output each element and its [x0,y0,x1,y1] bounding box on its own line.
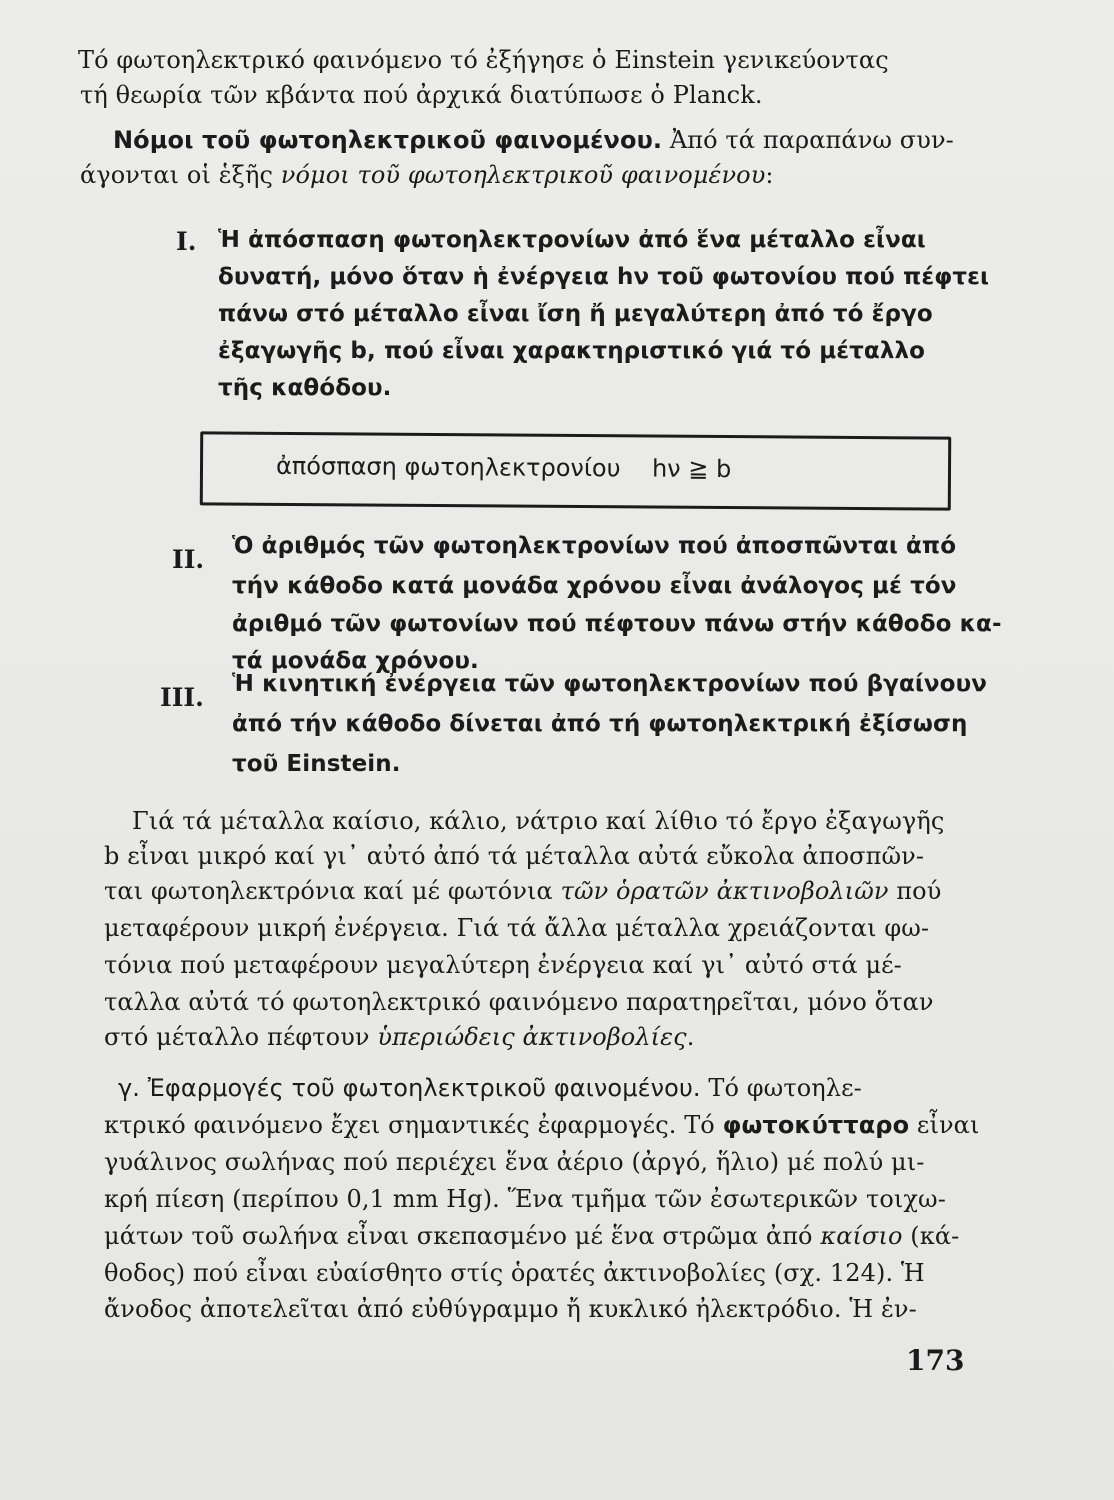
law-3-line-1: Ἡ κινητική ἐνέργεια τῶν φωτοηλεκτρονίων πού βγαίνουν [232,671,987,697]
formula-math: hν ≧ b [651,454,732,484]
laws-heading-line-1 [113,125,954,155]
applications-line-6: θοδος) πού εἶναι εὐαίσθητο στίς ὁρατές ἀκτινοβολίες (σχ. 124). Ἡ [104,1259,925,1287]
law-1-line-5: τῆς καθόδου. [218,375,392,401]
laws-heading-line2-start: άγονται οἱ ἑξῆς [80,161,274,189]
law-1-line-4: ἐξαγωγῆς b, πού εἶναι χαρακτηριστικό γιά τό μέταλλο [218,338,926,364]
laws-heading-title: Νόμοι τοῦ φωτοηλεκτρικοῦ φαινομένου. [113,126,663,154]
metals-line-7-start: στό μέταλλο πέφτουν [104,1023,370,1051]
formula-text: ἀπόσπαση φωτοηλεκτρονίου [275,451,621,483]
metals-line-2: b εἶναι μικρό καί γι᾽ αὐτό ἀπό τά μέταλλα αὐτά εὔκολα ἀποσπῶν- [104,842,925,870]
law-3-line-3: τοῦ Einstein. [232,751,401,777]
applications-line-5-end: (κά- [910,1222,960,1250]
laws-heading-line2-italic: νόμοι τοῦ φωτοηλεκτρικοῦ φαινομένου [280,161,766,189]
applications-line-5-italic: καίσιο [820,1222,903,1250]
applications-line-1-rest: Τό φωτοηλε- [708,1074,862,1102]
metals-line-7-italic: ὑπεριώδεις ἀκτινοβολίες [377,1023,687,1051]
applications-line-1 [118,1073,862,1103]
applications-line-5-start: μάτων τοῦ σωλήνα εἶναι σκεπασμένο μέ ἕνα στρῶμα ἀπό [104,1222,813,1250]
metals-line-7-end: . [686,1023,695,1051]
laws-heading-line-2 [80,160,774,190]
law-1-number: I. [176,227,197,256]
applications-line-4: κρή πίεση (περίπου 0,1 mm Hg). Ἕνα τμῆμα τῶν ἐσωτερικῶν τοιχω- [104,1185,946,1213]
formula-box [200,431,951,510]
law-2-line-2: τήν κάθοδο κατά μονάδα χρόνου εἶναι ἀνάλογος μέ τόν [232,573,957,599]
law-2-line-4: τά μονάδα χρόνου. [232,648,479,674]
law-1-line-1: Ἡ ἀπόσπαση φωτοηλεκτρονίων ἀπό ἕνα μέταλλο εἶναι [218,227,926,253]
applications-line-2-bold: φωτοκύτταρο [722,1111,910,1139]
metals-line-4: μεταφέρουν μικρή ἐνέργεια. Γιά τά ἄλλα μέταλλα χρειάζονται φω- [104,914,930,942]
applications-line-2 [104,1110,979,1140]
metals-line-6: ταλλα αὐτά τό φωτοηλεκτρικό φαινόμενο παρατηρεῖται, μόνο ὅταν [104,988,934,1016]
metals-line-3-italic: τῶν ὁρατῶν ἀκτινοβολιῶν [560,877,889,905]
law-1-line-3: πάνω στό μέταλλο εἶναι ἴση ἤ μεγαλύτερη ἀπό τό ἔργο [218,301,933,327]
metals-line-7 [104,1022,694,1052]
metals-line-5: τόνια πού μεταφέρουν μεγαλύτερη ἐνέργεια καί γι᾽ αὐτό στά μέ- [104,951,902,979]
intro-line-2: τή θεωρία τῶν κβάντα πού ἀρχικά διατύπωσε ὁ Planck. [80,81,763,109]
applications-line-2-start: κτρικό φαινόμενο ἔχει σημαντικές ἐφαρμογές. Τό [104,1111,715,1139]
laws-heading-line2-end: : [765,161,774,189]
applications-line-5 [104,1221,959,1251]
metals-line-3 [104,876,941,906]
applications-line-7: ἄνοδος ἀποτελεῖται ἀπό εὐθύγραμμο ἤ κυκλικό ἠλεκτρόδιο. Ἡ ἐν- [104,1295,917,1323]
applications-line-3: γυάλινος σωλήνας πού περιέχει ἕνα ἀέριο (ἀργό, ἥλιο) μέ πολύ μι- [104,1148,925,1176]
law-3-number: III. [160,683,204,712]
laws-heading-rest: Ἀπό τά παραπάνω συν- [669,126,954,154]
law-2-line-1: Ὁ ἀριθμός τῶν φωτοηλεκτρονίων πού ἀποσπῶνται ἀπό [232,533,957,559]
law-3-line-2: ἀπό τήν κάθοδο δίνεται ἀπό τή φωτοηλεκτρική ἐξίσωση [232,711,968,737]
metals-line-3-end: πού [896,877,942,905]
law-2-number: II. [172,545,205,574]
page-number: 173 [906,1344,965,1377]
applications-line-2-end: εἶναι [916,1111,980,1139]
law-1-line-2: δυνατή, μόνο ὅταν ἡ ἐνέργεια hν τοῦ φωτονίου πού πέφτει [218,264,990,290]
law-2-line-3: ἀριθμό τῶν φωτονίων πού πέφτουν πάνω στήν κάθοδο κα- [232,611,1002,637]
metals-line-3-start: ται φωτοηλεκτρόνια καί μέ φωτόνια [104,877,553,905]
intro-line-1: Τό φωτοηλεκτρικό φαινόμενο τό ἐξήγησε ὁ Einstein γενικεύοντας [78,46,889,74]
applications-heading: γ. Ἐφαρμογές τοῦ φωτοηλεκτρικοῦ φαινομένου. [118,1074,701,1102]
metals-line-1: Γιά τά μέταλλα καίσιο, κάλιο, νάτριο καί λίθιο τό ἔργο ἐξαγωγῆς [132,807,945,835]
